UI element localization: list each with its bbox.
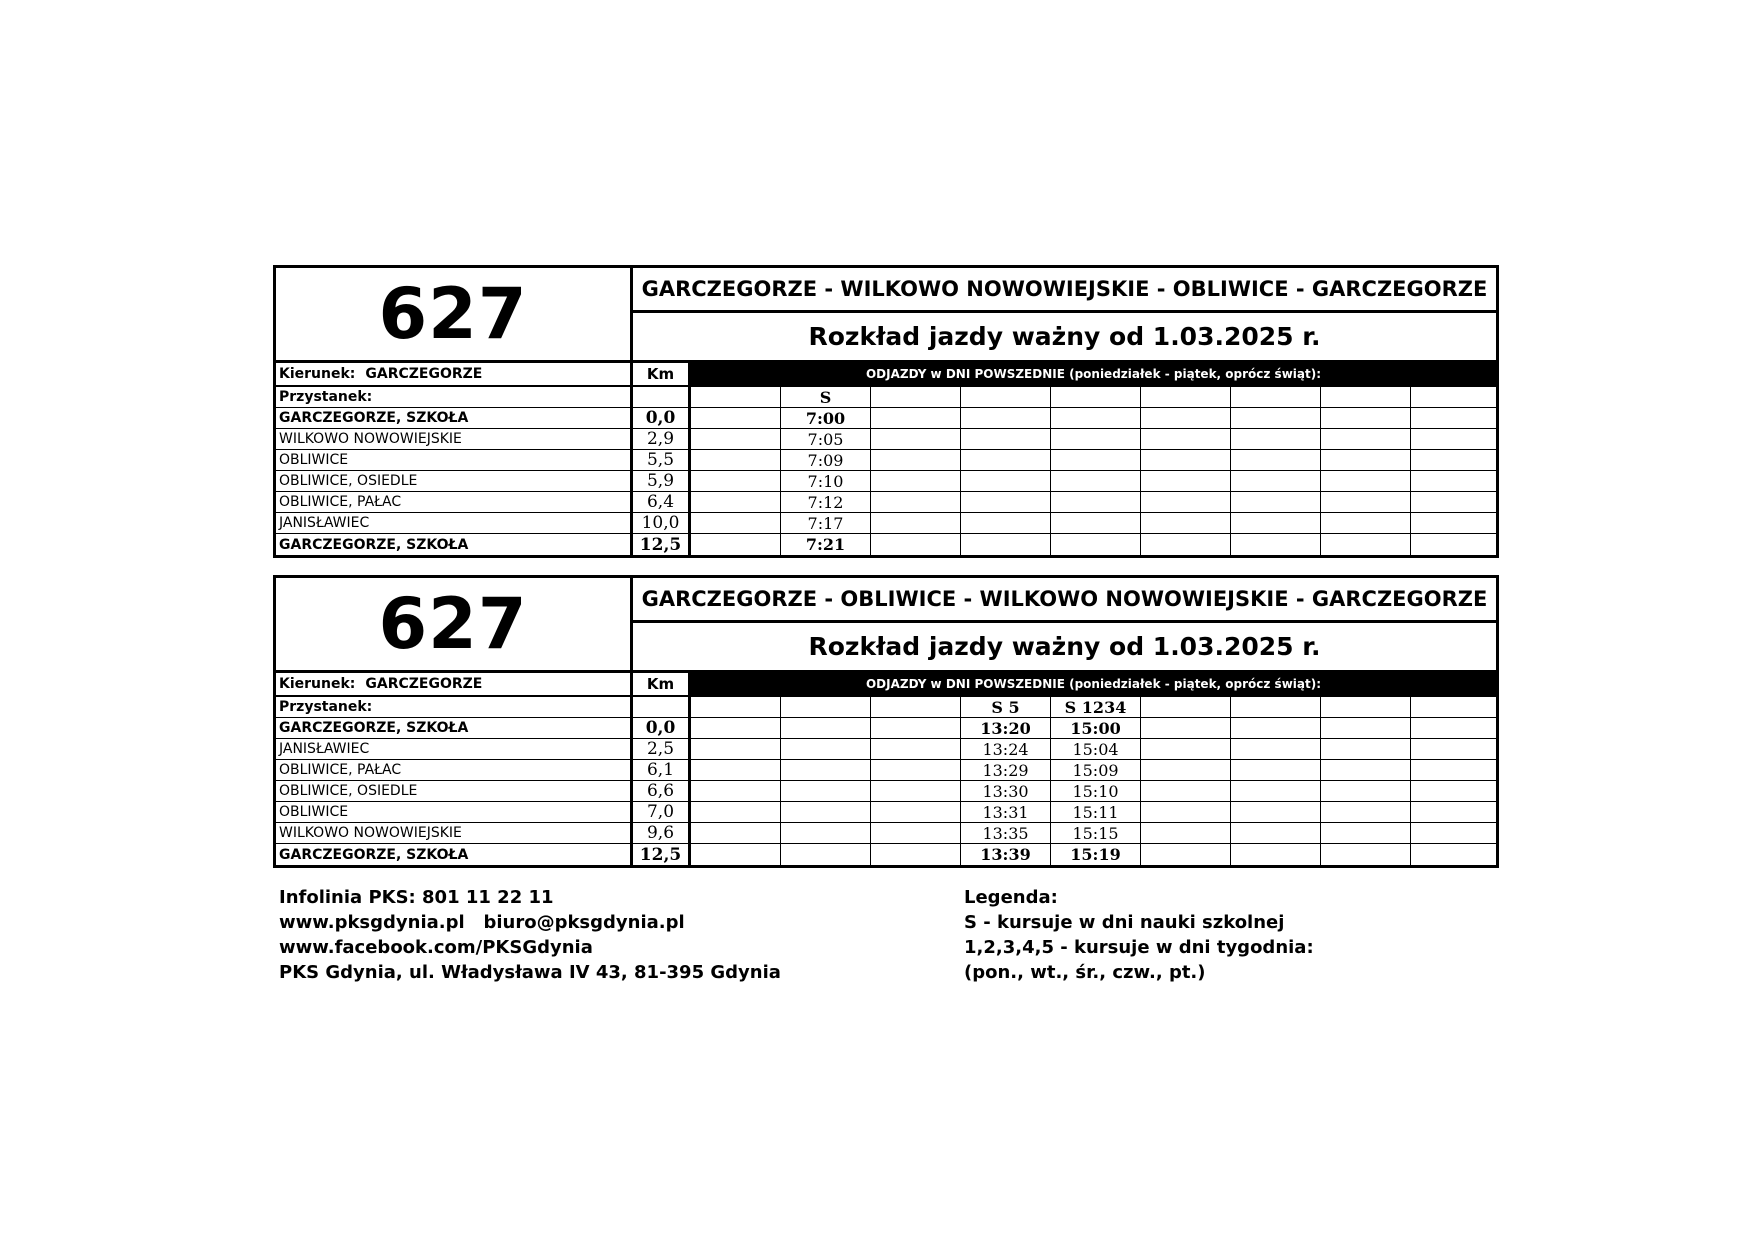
departure-time — [1141, 739, 1231, 759]
departure-time — [1411, 492, 1496, 512]
departure-time — [1141, 781, 1231, 801]
stop-row — [276, 718, 1496, 739]
stop-name: GARCZEGORZE, SZKOŁA — [276, 534, 633, 555]
departure-time: 15:00 — [1051, 718, 1141, 738]
stop-km: 6,1 — [633, 760, 691, 780]
stop-name: JANISŁAWIEC — [276, 739, 633, 759]
stop-row — [276, 492, 1496, 513]
departure-time — [1321, 408, 1411, 428]
departure-time — [1141, 513, 1231, 533]
departure-time: 7:12 — [781, 492, 871, 512]
departure-time — [1051, 429, 1141, 449]
departure-time — [1141, 471, 1231, 491]
departure-time: 7:21 — [781, 534, 871, 555]
departure-time — [1411, 450, 1496, 470]
direction-destination: GARCZEGORZE — [365, 676, 483, 692]
stop-name: OBLIWICE, PAŁAC — [276, 492, 633, 512]
departure-time: 13:30 — [961, 781, 1051, 801]
departure-time — [1141, 492, 1231, 512]
departure-time: 15:09 — [1051, 760, 1141, 780]
valid-from: Rozkład jazdy ważny od 1.03.2025 r. — [808, 632, 1321, 661]
direction-destination: GARCZEGORZE — [365, 366, 483, 382]
departure-time — [1321, 760, 1411, 780]
stop-row — [276, 450, 1496, 471]
address-text: PKS Gdynia, ul. Władysława IV 43, 81-395 Gdynia — [279, 962, 781, 983]
course-mark — [1321, 387, 1411, 407]
departure-time — [781, 781, 871, 801]
departure-time — [691, 513, 781, 533]
stop-row — [276, 781, 1496, 802]
departure-time — [871, 471, 961, 491]
departures-header: ODJAZDY w DNI POWSZEDNIE (poniedziałek - piątek, oprócz świąt): — [691, 363, 1496, 385]
stop-km: 2,5 — [633, 739, 691, 759]
direction-cell — [276, 363, 633, 385]
facebook-link[interactable]: www.facebook.com/PKSGdynia — [279, 937, 593, 958]
departure-time — [781, 802, 871, 822]
course-marks-row — [276, 387, 1496, 408]
departure-time — [961, 513, 1051, 533]
legend-line-1: S - kursuje w dni nauki szkolnej — [964, 912, 1285, 933]
legend-line-2: 1,2,3,4,5 - kursuje w dni tygodnia: — [964, 937, 1314, 958]
route-number: 627 — [276, 578, 633, 670]
departure-time — [1051, 471, 1141, 491]
course-mark: S 5 — [961, 697, 1051, 717]
departure-time: 13:29 — [961, 760, 1051, 780]
departure-time — [1321, 471, 1411, 491]
course-mark — [1141, 387, 1231, 407]
departure-time: 7:17 — [781, 513, 871, 533]
departure-time — [871, 492, 961, 512]
departure-time — [1321, 492, 1411, 512]
departure-time — [961, 492, 1051, 512]
stop-name: GARCZEGORZE, SZKOŁA — [276, 844, 633, 865]
departure-time — [1231, 492, 1321, 512]
contact-info — [279, 885, 781, 985]
departure-time — [871, 534, 961, 555]
course-mark — [1141, 697, 1231, 717]
legend-line-3: (pon., wt., śr., czw., pt.) — [964, 962, 1206, 983]
departure-time — [1141, 823, 1231, 843]
course-mark — [1411, 387, 1496, 407]
departure-time — [1321, 823, 1411, 843]
departure-time — [691, 429, 781, 449]
departure-time — [1321, 534, 1411, 555]
departure-time: 7:09 — [781, 450, 871, 470]
departure-time — [1231, 844, 1321, 865]
course-mark — [691, 387, 781, 407]
departure-time — [1141, 760, 1231, 780]
departure-time — [1411, 781, 1496, 801]
departure-time — [1231, 718, 1321, 738]
timetable-outbound — [273, 265, 1499, 558]
stop-km: 9,6 — [633, 823, 691, 843]
stop-km: 5,9 — [633, 471, 691, 491]
course-mark — [871, 697, 961, 717]
stop-name: OBLIWICE, OSIEDLE — [276, 781, 633, 801]
website-email-text: www.pksgdynia.pl biuro@pksgdynia.pl — [279, 912, 685, 933]
course-mark — [781, 697, 871, 717]
departure-time — [1321, 718, 1411, 738]
departure-time — [691, 450, 781, 470]
departure-time — [691, 760, 781, 780]
departure-time — [781, 718, 871, 738]
route-name: GARCZEGORZE - WILKOWO NOWOWIEJSKIE - OBLIWICE - GARCZEGORZE — [633, 268, 1496, 313]
departure-time — [691, 408, 781, 428]
stop-km: 0,0 — [633, 718, 691, 738]
departure-time — [961, 429, 1051, 449]
stop-km: 2,9 — [633, 429, 691, 449]
stop-row — [276, 844, 1496, 865]
km-cell — [633, 387, 691, 407]
stop-row — [276, 429, 1496, 450]
departure-time — [1141, 450, 1231, 470]
infoline-text: Infolinia PKS: 801 11 22 11 — [279, 887, 554, 908]
stop-row — [276, 739, 1496, 760]
legend-title: Legenda: — [964, 887, 1058, 908]
stop-name: OBLIWICE, PAŁAC — [276, 760, 633, 780]
departure-time — [1321, 739, 1411, 759]
departure-time — [691, 781, 781, 801]
stop-km: 7,0 — [633, 802, 691, 822]
departure-time — [691, 802, 781, 822]
departure-time — [691, 739, 781, 759]
departure-time — [871, 429, 961, 449]
valid-from: Rozkład jazdy ważny od 1.03.2025 r. — [808, 322, 1321, 351]
stop-row — [276, 823, 1496, 844]
departure-time — [1411, 823, 1496, 843]
timetable-header — [276, 578, 1496, 670]
departure-time — [871, 823, 961, 843]
course-mark — [961, 387, 1051, 407]
stop-row — [276, 760, 1496, 781]
stop-km: 6,6 — [633, 781, 691, 801]
km-header: Km — [633, 363, 691, 385]
stop-name: WILKOWO NOWOWIEJSKIE — [276, 429, 633, 449]
stop-km: 0,0 — [633, 408, 691, 428]
departure-time — [1321, 513, 1411, 533]
departure-time — [691, 844, 781, 865]
stop-km: 10,0 — [633, 513, 691, 533]
departure-time — [961, 534, 1051, 555]
km-cell — [633, 697, 691, 717]
course-mark — [871, 387, 961, 407]
departure-time — [781, 739, 871, 759]
departure-time — [1231, 760, 1321, 780]
departure-time — [1321, 450, 1411, 470]
course-mark — [1231, 697, 1321, 717]
departure-time — [1231, 823, 1321, 843]
departure-time — [1231, 739, 1321, 759]
departure-time: 15:11 — [1051, 802, 1141, 822]
legend — [964, 885, 1314, 985]
stop-row — [276, 534, 1496, 555]
stop-row — [276, 408, 1496, 429]
departure-time: 15:15 — [1051, 823, 1141, 843]
timetable-header — [276, 268, 1496, 360]
departure-time: 15:04 — [1051, 739, 1141, 759]
route-number: 627 — [276, 268, 633, 360]
departure-time — [961, 450, 1051, 470]
departure-time — [871, 408, 961, 428]
direction-label: Kierunek: — [279, 366, 356, 382]
departure-time — [961, 408, 1051, 428]
departure-time: 13:24 — [961, 739, 1051, 759]
departure-time — [691, 492, 781, 512]
departure-time — [1141, 429, 1231, 449]
stop-name: JANISŁAWIEC — [276, 513, 633, 533]
km-header: Km — [633, 673, 691, 695]
stop-row — [276, 513, 1496, 534]
departure-time — [781, 844, 871, 865]
departure-time — [871, 739, 961, 759]
course-mark: S — [781, 387, 871, 407]
departure-time — [1231, 408, 1321, 428]
departure-time — [1411, 718, 1496, 738]
departure-time — [1321, 802, 1411, 822]
departure-time — [1231, 781, 1321, 801]
departure-time — [1141, 718, 1231, 738]
departure-time — [871, 802, 961, 822]
departure-time — [1411, 802, 1496, 822]
stop-km: 5,5 — [633, 450, 691, 470]
departure-time — [961, 471, 1051, 491]
direction-label: Kierunek: — [279, 676, 356, 692]
departure-time — [1411, 429, 1496, 449]
departure-time — [1141, 534, 1231, 555]
departure-time: 13:20 — [961, 718, 1051, 738]
departure-time — [1411, 471, 1496, 491]
departure-time — [1231, 802, 1321, 822]
departure-time: 7:05 — [781, 429, 871, 449]
stop-name: OBLIWICE — [276, 450, 633, 470]
departure-time: 7:00 — [781, 408, 871, 428]
departure-time — [1051, 450, 1141, 470]
course-mark — [1321, 697, 1411, 717]
departure-time — [1051, 408, 1141, 428]
departure-time — [871, 513, 961, 533]
departure-time — [1411, 534, 1496, 555]
departure-time — [1231, 450, 1321, 470]
departure-time — [691, 823, 781, 843]
departure-time: 7:10 — [781, 471, 871, 491]
course-mark — [1231, 387, 1321, 407]
stop-km: 12,5 — [633, 844, 691, 865]
stop-name: WILKOWO NOWOWIEJSKIE — [276, 823, 633, 843]
departure-time — [1141, 802, 1231, 822]
stop-name: GARCZEGORZE, SZKOŁA — [276, 718, 633, 738]
course-mark — [1411, 697, 1496, 717]
stop-name: OBLIWICE — [276, 802, 633, 822]
route-name: GARCZEGORZE - OBLIWICE - WILKOWO NOWOWIEJSKIE - GARCZEGORZE — [633, 578, 1496, 623]
departure-time — [1051, 513, 1141, 533]
departure-time — [781, 823, 871, 843]
departure-time — [691, 534, 781, 555]
stop-row — [276, 802, 1496, 823]
departure-time: 15:10 — [1051, 781, 1141, 801]
departure-time — [1141, 844, 1231, 865]
departure-time — [691, 471, 781, 491]
course-mark — [1051, 387, 1141, 407]
departure-time — [1231, 429, 1321, 449]
departure-time — [1051, 534, 1141, 555]
departure-time: 13:39 — [961, 844, 1051, 865]
departures-header: ODJAZDY w DNI POWSZEDNIE (poniedziałek - piątek, oprócz świąt): — [691, 673, 1496, 695]
departure-time — [1321, 429, 1411, 449]
course-marks-row — [276, 697, 1496, 718]
departure-time: 13:35 — [961, 823, 1051, 843]
timetable-grid — [276, 670, 1496, 865]
departure-time — [1411, 408, 1496, 428]
direction-row — [276, 363, 1496, 387]
departure-time — [1411, 760, 1496, 780]
departure-time: 13:31 — [961, 802, 1051, 822]
departure-time — [1141, 408, 1231, 428]
departure-time — [1411, 513, 1496, 533]
stop-name: OBLIWICE, OSIEDLE — [276, 471, 633, 491]
departure-time — [871, 844, 961, 865]
departure-time: 15:19 — [1051, 844, 1141, 865]
course-mark: S 1234 — [1051, 697, 1141, 717]
timetable-grid — [276, 360, 1496, 555]
departure-time — [1051, 492, 1141, 512]
departure-time — [1231, 534, 1321, 555]
timetable-return — [273, 575, 1499, 868]
departure-time — [1231, 471, 1321, 491]
departure-time — [871, 450, 961, 470]
departure-time — [871, 718, 961, 738]
departure-time — [871, 760, 961, 780]
departure-time — [1231, 513, 1321, 533]
course-mark — [691, 697, 781, 717]
stop-header: Przystanek: — [276, 697, 633, 717]
departure-time — [1321, 781, 1411, 801]
departure-time — [691, 718, 781, 738]
stop-km: 12,5 — [633, 534, 691, 555]
direction-row — [276, 673, 1496, 697]
departure-time — [1321, 844, 1411, 865]
stop-km: 6,4 — [633, 492, 691, 512]
stop-row — [276, 471, 1496, 492]
direction-cell — [276, 673, 633, 695]
departure-time — [1411, 739, 1496, 759]
stop-name: GARCZEGORZE, SZKOŁA — [276, 408, 633, 428]
stop-header: Przystanek: — [276, 387, 633, 407]
departure-time — [871, 781, 961, 801]
departure-time — [1411, 844, 1496, 865]
departure-time — [781, 760, 871, 780]
